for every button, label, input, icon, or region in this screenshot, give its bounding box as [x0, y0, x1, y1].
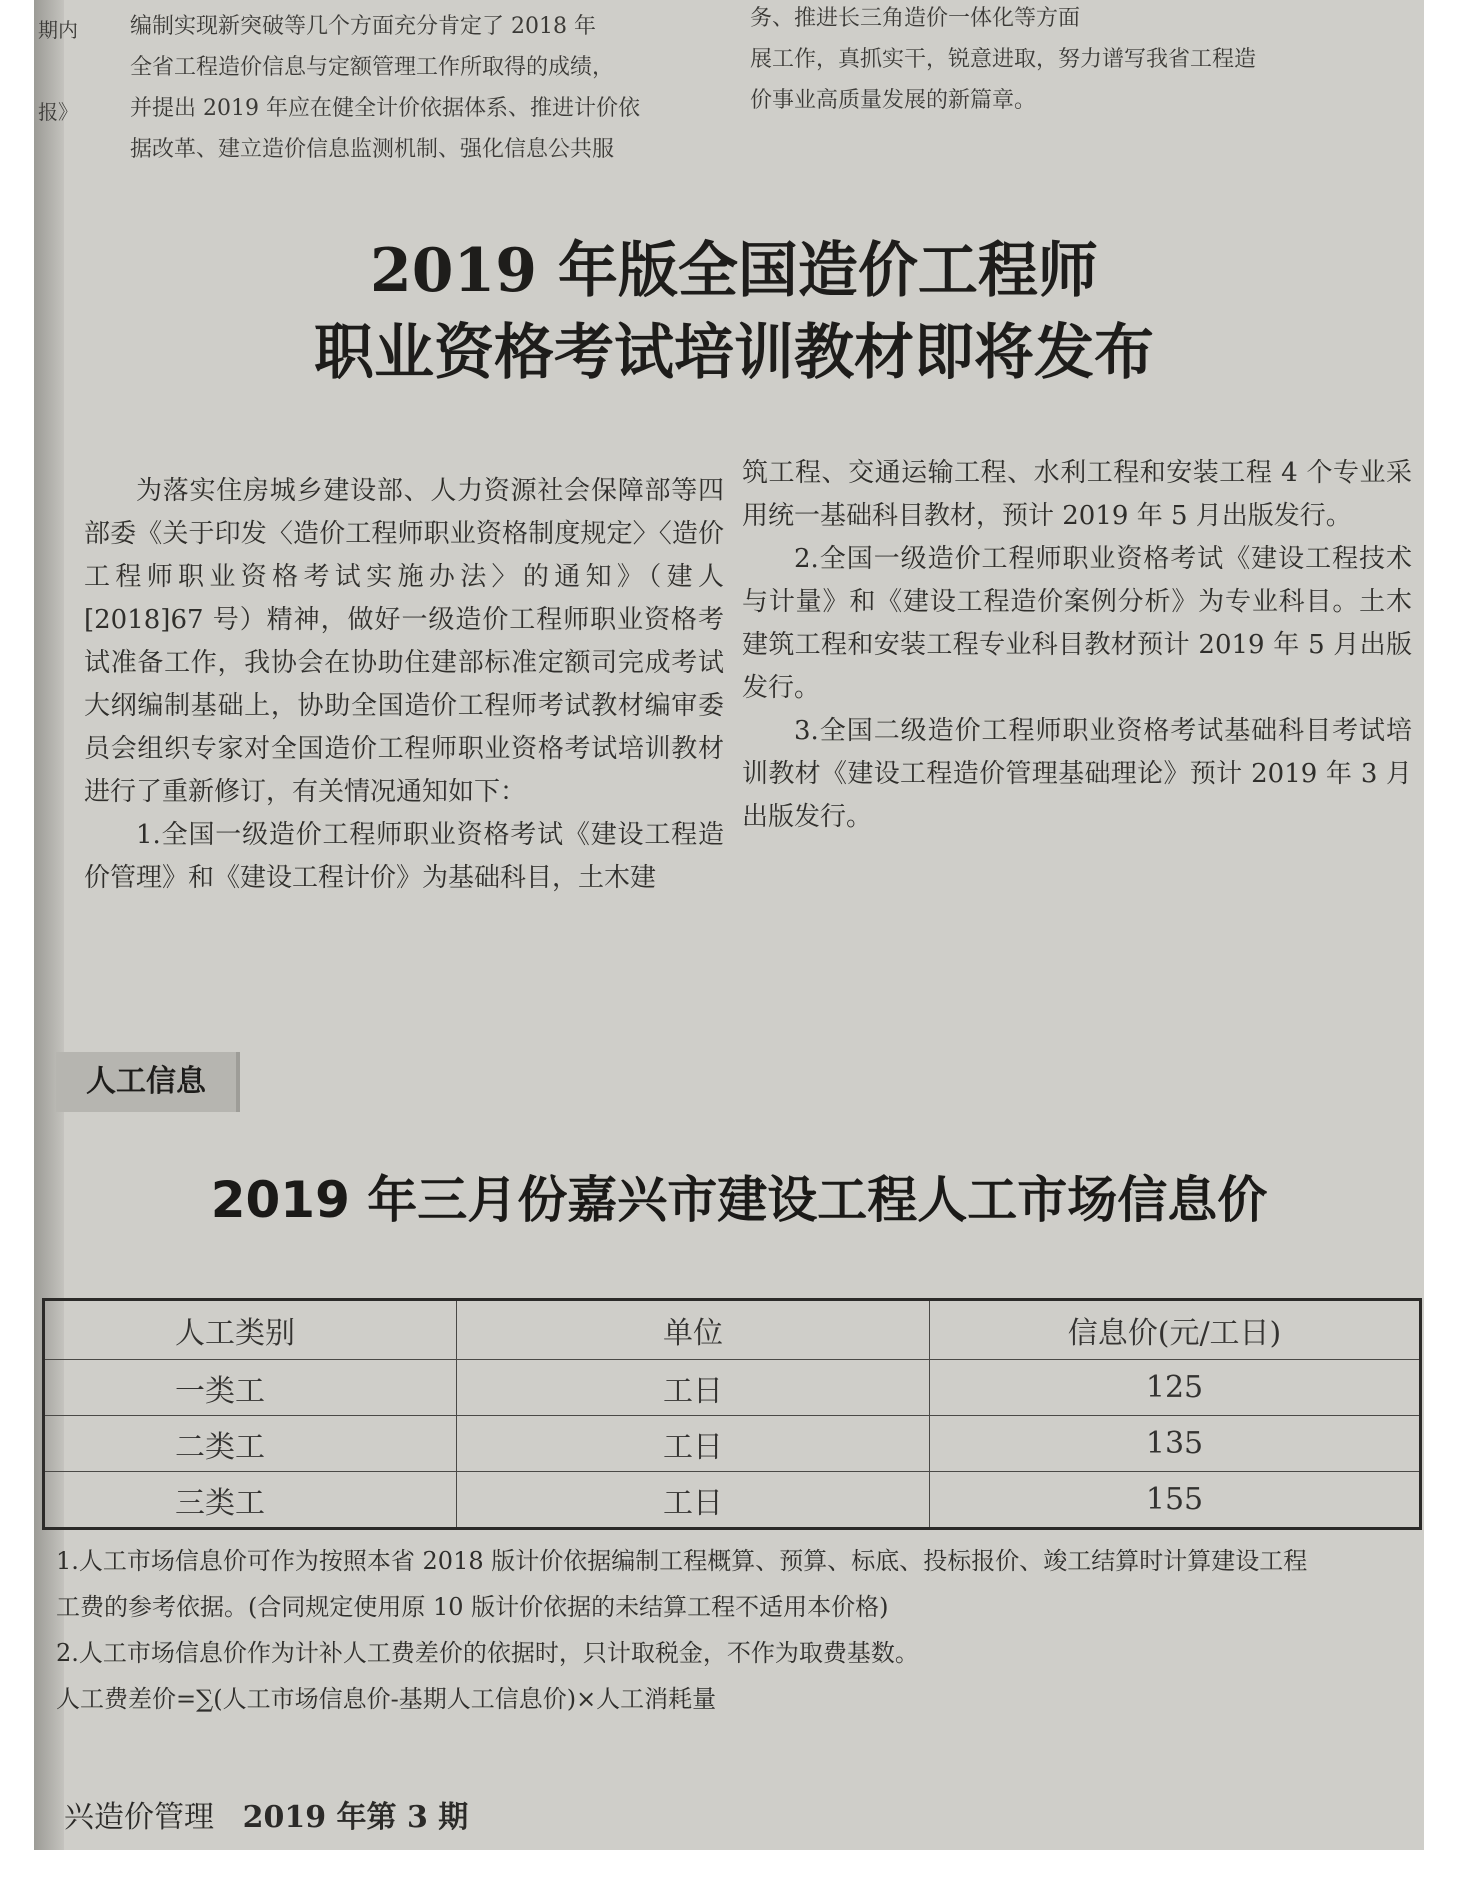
- table-cell: 155: [930, 1472, 1421, 1529]
- table-header-row: [44, 1300, 1421, 1360]
- table-cell: 125: [930, 1360, 1421, 1416]
- note-line: 人工费差价=∑(人工市场信息价-基期人工信息价)×人工消耗量: [56, 1685, 717, 1713]
- text-line: 全省工程造价信息与定额管理工作所取得的成绩，: [130, 55, 615, 80]
- text-line: 并提出 2019 年应在健全计价依据体系、推进计价依: [130, 96, 640, 121]
- paragraph: 3.全国二级造价工程师职业资格考试基础科目考试培训教材《建设工程造价管理基础理论》预计 2019 年 3 月出版发行。: [742, 716, 1412, 832]
- table-cell: 三类工: [44, 1472, 457, 1529]
- table-cell: 135: [930, 1416, 1421, 1472]
- note-line: 工费的参考依据。(合同规定使用原 10 版计价依据的未结算工程不适用本价格): [56, 1593, 889, 1621]
- paragraph: 为落实住房城乡建设部、人力资源社会保障部等四部委《关于印发〈造价工程师职业资格制度规定〉〈造价工程师职业资格考试实施办法〉的通知》（建人[2018]67 号）精神，做好一级造价工程师职业资格考试准备工作，我协会在协助住建部标准定额司完成考试大纲编制基础上，协助全国造价工程师考试教材编审委员会组织专家对全国造价工程师职业资格考试培训教材进行了重新修订，有关情况通知如下：: [84, 476, 724, 807]
- column-header: 单位: [457, 1300, 930, 1360]
- column-header: 人工类别: [44, 1300, 457, 1360]
- paragraph: 筑工程、交通运输工程、水利工程和安装工程 4 个专业采用统一基础科目教材，预计 2019 年 5 月出版发行。: [742, 458, 1412, 531]
- note-line: 2.人工市场信息价作为计补人工费差价的依据时，只计取税金，不作为取费基数。: [56, 1639, 919, 1667]
- note-line: 1.人工市场信息价可作为按照本省 2018 版计价依据编制工程概算、预算、标底、投标报价、竣工结算时计算建设工程: [56, 1547, 1308, 1575]
- table-cell: 工日: [457, 1360, 930, 1416]
- table-cell: 二类工: [44, 1416, 457, 1472]
- issue-number: 2019 年第 3 期: [242, 1800, 469, 1835]
- article-title-line1: 2019 年版全国造价工程师: [370, 236, 1098, 306]
- labor-price-table: [42, 1298, 1422, 1530]
- paragraph: 2.全国一级造价工程师职业资格考试《建设工程技术与计量》和《建设工程造价案例分析》为专业科目。土木建筑工程和安装工程专业科目教材预计 2019 年 5 月出版发行。: [742, 544, 1412, 703]
- table-row: [44, 1472, 1421, 1529]
- page-footer: [64, 1792, 468, 1836]
- text-line: 编制实现新突破等几个方面充分肯定了 2018 年: [130, 14, 596, 39]
- table-notes: [56, 1538, 1416, 1722]
- text-line: 展工作，真抓实干，锐意进取，努力谱写我省工程造: [750, 47, 1257, 72]
- table-cell: 一类工: [44, 1360, 457, 1416]
- text-line: 价事业高质量发展的新篇章。: [750, 88, 1037, 113]
- paragraph: 1.全国一级造价工程师职业资格考试《建设工程造价管理》和《建设工程计价》为基础科目，土木建: [84, 820, 724, 893]
- text-line: 据改革、建立造价信息监测机制、强化信息公共服: [130, 137, 615, 162]
- labor-price-heading: 2019 年三月份嘉兴市建设工程人工市场信息价: [210, 1171, 1268, 1229]
- article-right-column: [742, 452, 1412, 839]
- table-row: [44, 1416, 1421, 1472]
- margin-fragment-2: 报》: [38, 100, 78, 124]
- journal-name: 兴造价管理: [64, 1800, 214, 1835]
- article-title: [234, 230, 1234, 394]
- table-row: [44, 1360, 1421, 1416]
- article-title-line2: 职业资格考试培训教材即将发布: [314, 318, 1154, 388]
- table-cell: 工日: [457, 1472, 930, 1529]
- table-cell: 工日: [457, 1416, 930, 1472]
- top-right-fragment: [750, 0, 1370, 121]
- magazine-page: [34, 0, 1424, 1850]
- margin-fragment-top: 期内: [38, 18, 78, 42]
- text-line: 务、推进长三角造价一体化等方面: [750, 6, 1081, 31]
- section-tag: 人工信息: [56, 1052, 240, 1112]
- article-left-column: [84, 470, 724, 900]
- column-header: 信息价(元/工日): [930, 1300, 1421, 1360]
- top-left-fragment: [130, 6, 750, 170]
